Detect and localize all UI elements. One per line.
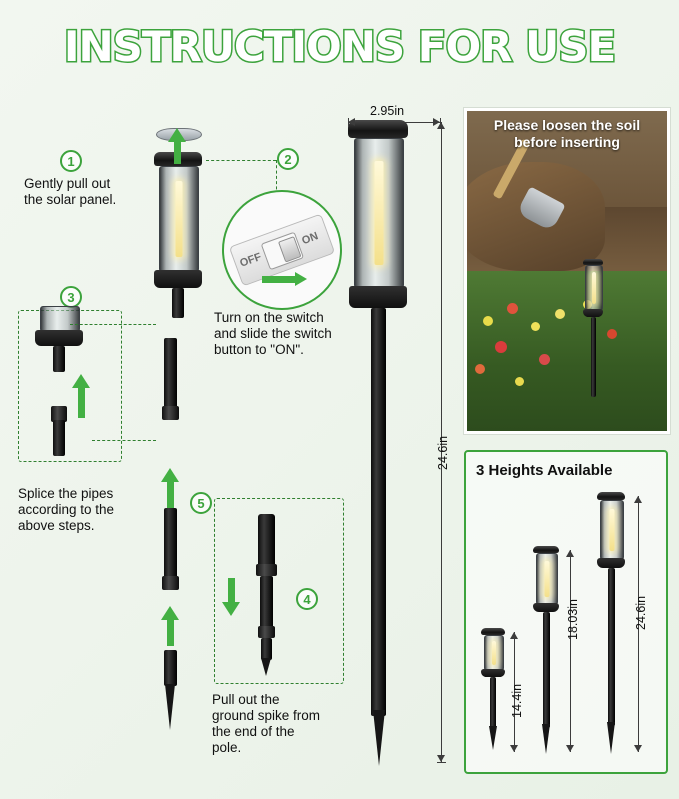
step4-spike-shaft [261, 638, 272, 660]
step1-caption-line2: the solar panel. [24, 192, 117, 207]
tall-height-arrow-down [634, 745, 642, 752]
step-badge-4: 4 [296, 588, 318, 610]
ground-spike-tip [165, 684, 175, 730]
step-badge-2: 2 [277, 148, 299, 170]
pipe-segment-1 [164, 338, 177, 410]
small-lamp-cap [481, 628, 505, 635]
medium-height-text: 18.03in [566, 598, 580, 640]
medium-lamp-glass [536, 553, 558, 605]
step4-caption-line2: ground spike from [212, 708, 321, 723]
switch-callout [222, 190, 342, 310]
step3-arrow-stem [78, 388, 85, 418]
flower [539, 354, 550, 365]
width-dim-line [348, 122, 440, 123]
heights-panel-title: 3 Heights Available [476, 462, 613, 479]
photo-caption [467, 117, 667, 151]
step3-caption-line2: according to the [18, 502, 115, 517]
tall-height-text: 24.6in [634, 595, 648, 630]
step2-caption-line2: and slide the switch [214, 326, 332, 341]
flower [475, 364, 485, 374]
medium-height-arrow-up [566, 550, 574, 557]
step-badge-5: 5 [190, 492, 212, 514]
height-dim-arrow-down [437, 755, 445, 762]
pipe-collar-1 [162, 406, 179, 420]
ground-spike-shaft [164, 650, 177, 686]
flower [483, 316, 493, 326]
step4-caption-line3: the end of the [212, 724, 295, 739]
step4-pole-collar [256, 564, 277, 576]
tall-lamp-spike [607, 722, 615, 754]
tall-lamp-cap [597, 492, 625, 500]
height-dim-text: 24.6in [436, 435, 450, 470]
flower [531, 322, 540, 331]
tall-lamp-pole [608, 568, 615, 726]
main-product-figure [340, 110, 420, 770]
medium-lamp-pole [543, 612, 550, 728]
pipe-column-figure [150, 330, 190, 730]
medium-lamp-filament [545, 561, 550, 597]
photo-lamp-filament [592, 272, 596, 304]
tall-height-arrow-up [634, 496, 642, 503]
step4-pole-lower [260, 576, 273, 628]
height-dim-arrow-up [437, 122, 445, 129]
flower [495, 341, 507, 353]
step2-caption-line3: button to "ON". [214, 342, 304, 357]
flower [507, 303, 518, 314]
step4-arrow-stem [228, 578, 235, 604]
tall-lamp-glass [600, 500, 624, 560]
small-lamp-pole [490, 677, 496, 729]
flower [515, 377, 524, 386]
step3-leader-bottom [92, 440, 156, 441]
pipe-arrow-stem-2 [167, 620, 174, 646]
width-dim-tick-left [348, 118, 349, 127]
step3-glass-bottom [40, 306, 80, 332]
flower [607, 329, 617, 339]
medium-height-dim-line [570, 550, 571, 752]
pipe-segment-2 [164, 508, 177, 580]
small-lamp-glass [484, 635, 504, 671]
step4-caption-line4: pole. [212, 740, 242, 755]
step1-arrow-stem [174, 142, 181, 164]
main-lamp-spike [373, 710, 385, 766]
main-lamp-base [349, 286, 407, 308]
step4-arrow-head [222, 602, 240, 616]
pipe-collar-2 [162, 576, 179, 590]
switch-on-label: ON [300, 230, 320, 248]
step3-caption-line1: Splice the pipes [18, 486, 114, 501]
step1-caption-line1: Gently pull out [24, 176, 111, 191]
step4-spike-collar [258, 626, 275, 638]
main-lamp-pole [371, 308, 386, 716]
height-lamp-medium [528, 546, 564, 758]
photo-caption-line2: before inserting [514, 134, 620, 150]
step3-lower-pipe [53, 420, 65, 456]
pipe-arrow-stem-1 [167, 482, 174, 508]
step3-upper-pipe [53, 346, 65, 372]
page-title: INSTRUCTIONS FOR USE [63, 22, 616, 71]
height-lamp-small [476, 628, 510, 758]
height-dim-tick-bottom [437, 762, 446, 763]
width-dim-arrow-left [348, 118, 355, 126]
photo-lamp-glass [585, 265, 603, 311]
lamp-pole [172, 288, 184, 318]
lamp-glass [159, 166, 199, 272]
pipe-arrow-head-1 [161, 468, 179, 482]
step3-caption-line3: above steps. [18, 518, 95, 533]
step2-leader-line [206, 160, 276, 161]
photo-caption-line1: Please loosen the soil [493, 117, 641, 133]
pipe-arrow-head-2 [161, 606, 179, 620]
tall-lamp-base [597, 558, 625, 568]
step4-caption-line1: Pull out the [212, 692, 280, 707]
small-height-text: 14.4in [510, 683, 524, 718]
photo-lamp-base [583, 309, 603, 317]
main-led-filament [375, 161, 384, 265]
switch-knob[interactable] [278, 236, 301, 262]
soil-photo [464, 108, 670, 434]
small-lamp-filament [492, 641, 496, 665]
photo-lamp [580, 259, 606, 399]
switch-off-label: OFF [238, 250, 264, 270]
medium-height-arrow-down [566, 745, 574, 752]
small-height-arrow-up [510, 632, 518, 639]
tall-lamp-filament [610, 509, 615, 551]
medium-lamp-base [533, 603, 559, 612]
lamp-base [154, 270, 202, 288]
step-badge-3: 3 [60, 286, 82, 308]
step-badge-1: 1 [60, 150, 82, 172]
step3-base [35, 330, 83, 346]
flower [555, 309, 565, 319]
height-lamp-tall [592, 492, 630, 758]
small-lamp-base [481, 669, 505, 677]
photo-garden [467, 271, 667, 431]
main-lamp-glass [354, 138, 404, 288]
led-filament [176, 181, 183, 257]
step1-arrow-head [168, 128, 186, 142]
step4-pole-upper [258, 514, 275, 568]
step3-arrow-head [72, 374, 90, 388]
photo-lamp-pole [591, 317, 596, 397]
switch-slot [261, 232, 304, 271]
medium-lamp-cap [533, 546, 559, 553]
step3-leader-top [70, 324, 156, 325]
medium-lamp-spike [542, 724, 550, 754]
width-dim-text: 2.95in [370, 104, 405, 118]
small-height-arrow-down [510, 745, 518, 752]
switch-arrow-head [295, 272, 307, 286]
small-lamp-spike [489, 726, 497, 750]
step4-detail-figure [248, 508, 308, 678]
switch-arrow-stem [262, 276, 296, 283]
step2-caption-line1: Turn on the switch [214, 310, 324, 325]
step4-spike-tip [261, 658, 271, 676]
